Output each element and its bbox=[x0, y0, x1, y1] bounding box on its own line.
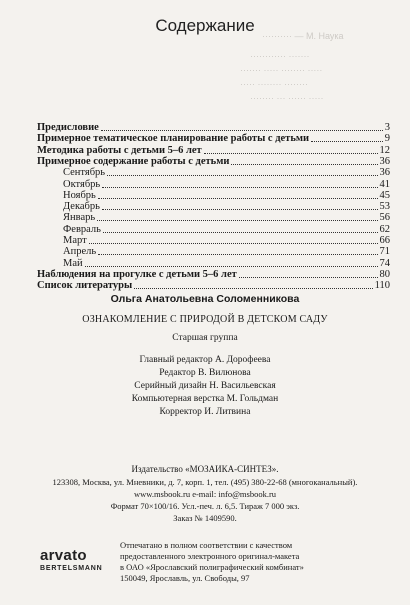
printer-line: 150049, Ярославль, ул. Свободы, 97 bbox=[120, 573, 250, 583]
toc-entry-page: 36 bbox=[379, 167, 390, 179]
toc-entry-label: Примерное тематическое планирование работы с детьми bbox=[37, 133, 310, 145]
toc-entry-page: 9 bbox=[384, 133, 390, 145]
logo-sub-text: BERTELSMANN bbox=[40, 565, 103, 572]
printer-line: предоставленного электронного оригинал-макета bbox=[120, 551, 300, 561]
toc-entry-page: 12 bbox=[379, 144, 390, 156]
printer-line: Отпечатано в полном соответствии с качеством bbox=[120, 540, 293, 550]
printer-info bbox=[120, 540, 400, 584]
toc-entry bbox=[37, 133, 390, 145]
toc-entry-label: Методика работы с детьми 5–6 лет bbox=[37, 144, 202, 156]
toc-dot-leader bbox=[97, 220, 377, 221]
publisher-contacts: www.msbook.ru e-mail: info@msbook.ru bbox=[133, 489, 277, 499]
author-name: Ольга Анатольевна Соломенникова bbox=[110, 293, 300, 305]
arvato-logo bbox=[40, 548, 112, 573]
toc-dot-leader bbox=[231, 164, 377, 165]
toc-dot-leader bbox=[311, 141, 383, 142]
toc-entry-label: Примерное содержание работы с детьми bbox=[37, 155, 230, 167]
toc-dot-leader bbox=[103, 232, 378, 233]
series-name: Старшая группа bbox=[172, 333, 238, 343]
publisher-address: 123308, Москва, ул. Мневники, д. 7, корп. 1, тел. (495) 380-22-68 (многоканальный). bbox=[52, 477, 358, 487]
toc-dot-leader bbox=[98, 254, 377, 255]
toc-entry-label: Май bbox=[63, 257, 83, 269]
book-title: ОЗНАКОМЛЕНИЕ С ПРИРОДОЙ В ДЕТСКОМ САДУ bbox=[82, 314, 328, 325]
toc-entry-page: 53 bbox=[379, 201, 390, 213]
reverse-side-show-through: ·········· — М. Наука ············ ······· ······· ····· ········ ····· ····· ········ ········ ········ ··· ······ ····· bbox=[240, 31, 344, 103]
toc-entry-label: Список литературы bbox=[37, 280, 133, 292]
toc-entry bbox=[37, 156, 390, 168]
logo-main-text: arvato bbox=[40, 547, 87, 564]
toc-dot-leader bbox=[107, 175, 377, 176]
print-format: Формат 70×100/16. Усл.-печ. л. 6,5. Тираж 7 000 экз. bbox=[110, 501, 300, 511]
printer-line: в ОАО «Ярославский полиграфический комбинат» bbox=[120, 562, 304, 572]
toc-entry bbox=[63, 235, 390, 247]
toc-entry-page: 56 bbox=[379, 212, 390, 224]
staff-line: Серийный дизайн Н. Васильевская bbox=[134, 381, 276, 391]
staff-line: Редактор В. Вилюнова bbox=[159, 368, 251, 378]
toc-entry bbox=[63, 190, 390, 202]
toc-entry-page: 66 bbox=[379, 235, 390, 246]
toc-dot-leader bbox=[102, 187, 377, 188]
toc-entry bbox=[37, 145, 390, 157]
page-title: Содержание bbox=[155, 16, 255, 35]
toc-entry-page: 45 bbox=[379, 189, 390, 201]
toc-entry-page: 36 bbox=[379, 155, 390, 167]
toc-entry bbox=[37, 280, 390, 292]
toc-entry-page: 110 bbox=[374, 280, 390, 292]
toc-dot-leader bbox=[89, 243, 378, 244]
toc-entry bbox=[63, 167, 390, 179]
toc-entry bbox=[37, 122, 390, 134]
toc-dot-leader bbox=[102, 209, 378, 210]
toc-dot-leader bbox=[98, 198, 378, 199]
staff-line: Корректор И. Литвина bbox=[159, 407, 251, 417]
toc-entry-label: Январь bbox=[63, 212, 96, 224]
toc-dot-leader bbox=[204, 153, 378, 154]
toc-dot-leader bbox=[85, 266, 378, 267]
staff-line: Главный редактор А. Дорофеева bbox=[139, 355, 271, 365]
toc-entry bbox=[63, 179, 390, 191]
toc-entry-label: Апрель bbox=[63, 246, 97, 258]
toc-entry-label: Октябрь bbox=[63, 178, 101, 190]
toc-entry-page: 80 bbox=[379, 268, 390, 280]
toc-entry-page: 62 bbox=[379, 223, 390, 235]
toc-entry-page: 3 bbox=[384, 122, 390, 133]
toc-entry bbox=[63, 201, 390, 213]
toc-entry-label: Февраль bbox=[63, 223, 101, 235]
table-of-contents bbox=[37, 118, 397, 292]
toc-dot-leader bbox=[239, 277, 378, 278]
toc-entry-label: Предисловие bbox=[37, 122, 99, 133]
toc-entry-label: Сентябрь bbox=[63, 167, 106, 179]
publisher-name: Издательство «МОЗАИКА-СИНТЕЗ». bbox=[131, 464, 279, 474]
toc-entry-page: 71 bbox=[379, 246, 390, 258]
toc-entry-label: Декабрь bbox=[63, 201, 100, 213]
toc-entry-page: 41 bbox=[379, 178, 390, 190]
staff-line: Компьютерная верстка М. Гольдман bbox=[131, 394, 279, 404]
order-number: Заказ № 1409590. bbox=[173, 513, 237, 523]
toc-entry bbox=[63, 258, 390, 270]
toc-entry-label: Март bbox=[63, 235, 87, 246]
toc-entry bbox=[63, 224, 390, 236]
toc-entry bbox=[63, 246, 390, 258]
toc-dot-leader bbox=[101, 130, 383, 131]
toc-entry-page: 74 bbox=[379, 257, 390, 269]
toc-entry-label: Ноябрь bbox=[63, 189, 96, 201]
toc-entry-label: Наблюдения на прогулке с детьми 5–6 лет bbox=[37, 268, 237, 280]
toc-entry bbox=[63, 212, 390, 224]
toc-entry bbox=[37, 269, 390, 281]
toc-dot-leader bbox=[134, 288, 372, 289]
